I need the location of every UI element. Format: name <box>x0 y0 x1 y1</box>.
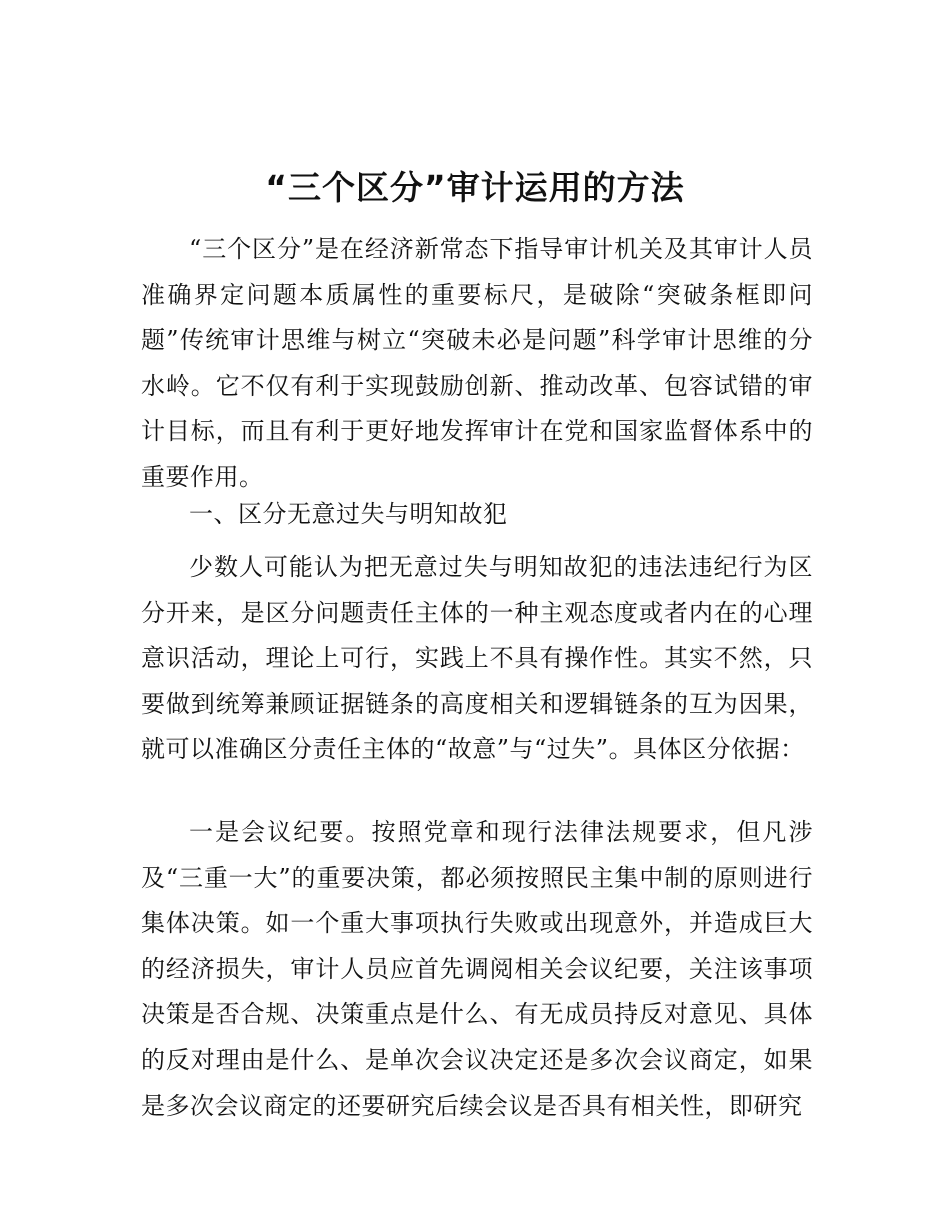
document-title: “三个区分”审计运用的方法 <box>265 168 685 207</box>
section1-paragraph-2: 一是会议纪要。按照党章和现行法律法规要求，但凡涉及“三重一大”的重要决策，都必须按照民主集中制的原则进行集体决策。如一个重大事项执行失败或出现意外，并造成巨大的经济损失，审计人员应首先调阅相关会议纪要，关注该事项决策是否合规、决策重点是什么、有无成员持反对意见、具体的反对理由是什么、是单次会议决定还是多次会议商定，如果是多次会议商定的还要研究后续会议是否具有相关性，即研究 <box>141 818 813 1120</box>
section-heading-1: 一、区分无意过失与明知故犯 <box>189 500 508 528</box>
intro-paragraph: “三个区分”是在经济新常态下指导审计机关及其审计人员准确界定问题本质属性的重要标尺，是破除“突破条框即问题”传统审计思维与树立“突破未必是问题”科学审计思维的分水岭。它不仅有利于实现鼓励创新、推动改革、包容试错的审计目标，而且有利于更好地发挥审计在党和国家监督体系中的重要作用。 <box>141 235 813 491</box>
section1-paragraph-1: 少数人可能认为把无意过失与明知故犯的违法违纪行为区分开来，是区分问题责任主体的一种主观态度或者内在的心理意识活动，理论上可行，实践上不具有操作性。其实不然，只要做到统筹兼顾证据链条的高度相关和逻辑链条的互为因果，就可以准确区分责任主体的“故意”与“过失”。具体区分依据： <box>141 553 813 764</box>
